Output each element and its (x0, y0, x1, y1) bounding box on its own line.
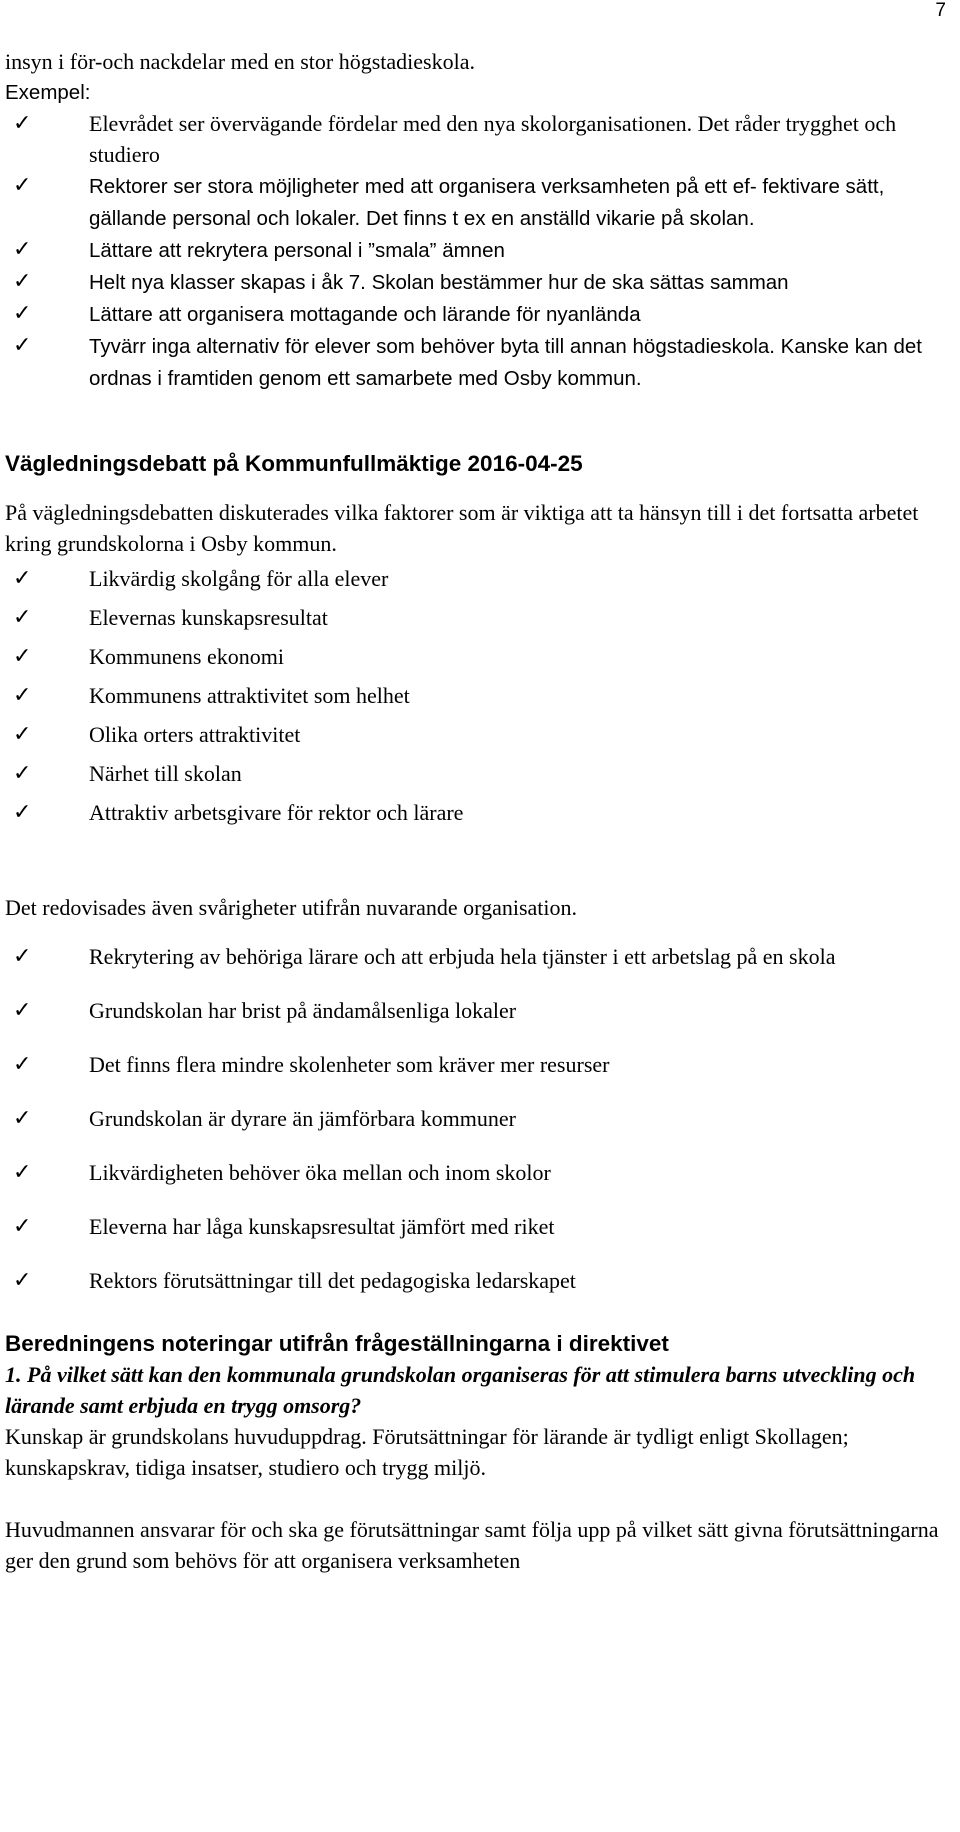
checkmark-icon: ✓ (13, 1106, 32, 1131)
factor-text: Elevernas kunskapsresultat (89, 605, 328, 630)
list-item (5, 1265, 950, 1296)
checkmark-icon: ✓ (13, 566, 32, 591)
list-item (5, 715, 950, 754)
checkmark-icon: ✓ (13, 605, 32, 630)
checkmark-icon: ✓ (13, 333, 32, 358)
intro-line: insyn i för-och nackdelar med en stor högstadieskola. (5, 49, 475, 74)
factor-list (5, 559, 950, 832)
factor-text: Närhet till skolan (89, 761, 242, 786)
difficulty-text: Rekrytering av behöriga lärare och att erbjuda hela tjänster i ett arbetslag på en skola (89, 944, 836, 969)
example-label: Exempel: (5, 81, 91, 104)
difficulty-text: Grundskolan är dyrare än jämförbara kommuner (89, 1106, 517, 1131)
checkmark-icon: ✓ (13, 1160, 32, 1185)
page-content (5, 46, 950, 1576)
checkmark-icon: ✓ (13, 998, 32, 1023)
list-item (5, 598, 950, 637)
list-item (5, 108, 950, 170)
list-item (5, 1211, 950, 1242)
difficulty-text: Likvärdigheten behöver öka mellan och inom skolor (89, 1160, 551, 1185)
difficulty-list (5, 941, 950, 1296)
directive-question: 1. På vilket sätt kan den kommunala grundskolan organiseras för att stimulera barns utveckling och lärande samt erbjuda en trygg omsorg? (5, 1362, 916, 1418)
list-item (5, 1103, 950, 1134)
list-item (5, 170, 950, 234)
checkmark-icon: ✓ (13, 683, 32, 708)
checkmark-icon: ✓ (13, 173, 32, 198)
list-item (5, 995, 950, 1026)
factor-text: Kommunens ekonomi (89, 644, 284, 669)
list-item (5, 266, 950, 298)
list-item (5, 234, 950, 266)
list-item (5, 637, 950, 676)
checkmark-icon: ✓ (13, 722, 32, 747)
checkmark-icon: ✓ (13, 761, 32, 786)
checkmark-icon: ✓ (13, 237, 32, 262)
difficulty-text: Rektors förutsättningar till det pedagogiska ledarskapet (89, 1268, 576, 1293)
example-list (5, 108, 950, 394)
answer-paragraph: Huvudmannen ansvarar för och ska ge förutsättningar samt följa upp på vilket sätt givna förutsättningarna ger den grund som behövs för att organisera verksamheten (5, 1517, 939, 1573)
list-item (5, 941, 950, 972)
section-heading: Beredningens noteringar utifrån frågeställningarna i direktivet (5, 1331, 669, 1356)
list-item (5, 330, 950, 394)
example-text: Elevrådet ser övervägande fördelar med den nya skolorganisationen. Det råder trygghet och studiero (89, 111, 897, 167)
example-text: Rektorer ser stora möjligheter med att organisera verksamheten på ett ef- fektivare sätt, gällande personal och lokaler. Det finns t ex en anställd vikarie på skolan. (89, 175, 885, 230)
checkmark-icon: ✓ (13, 1268, 32, 1293)
difficulty-text: Det finns flera mindre skolenheter som kräver mer resurser (89, 1052, 610, 1077)
factor-text: Olika orters attraktivitet (89, 722, 301, 747)
page-number: 7 (935, 0, 946, 21)
checkmark-icon: ✓ (13, 269, 32, 294)
difficulty-text: Eleverna har låga kunskapsresultat jämfört med riket (89, 1214, 555, 1239)
list-item (5, 298, 950, 330)
checkmark-icon: ✓ (13, 111, 32, 136)
list-item (5, 1049, 950, 1080)
answer-paragraph: Kunskap är grundskolans huvuduppdrag. Förutsättningar för lärande är tydligt enligt Skollagen; kunskapskrav, tidiga insatser, studiero och trygg miljö. (5, 1424, 849, 1480)
list-item (5, 754, 950, 793)
checkmark-icon: ✓ (13, 800, 32, 825)
checkmark-icon: ✓ (13, 301, 32, 326)
section-heading: Vägledningsdebatt på Kommunfullmäktige 2016-04-25 (5, 451, 583, 476)
checkmark-icon: ✓ (13, 944, 32, 969)
factor-text: Attraktiv arbetsgivare för rektor och lärare (89, 800, 464, 825)
factor-text: Likvärdig skolgång för alla elever (89, 566, 389, 591)
section-intro: På vägledningsdebatten diskuterades vilka faktorer som är viktiga att ta hänsyn till i det fortsatta arbetet kring grundskolorna i Osby kommun. (5, 500, 919, 556)
list-item (5, 793, 950, 832)
checkmark-icon: ✓ (13, 1214, 32, 1239)
checkmark-icon: ✓ (13, 644, 32, 669)
list-item (5, 1157, 950, 1188)
example-text: Lättare att organisera mottagande och lärande för nyanlända (89, 303, 641, 326)
example-text: Lättare att rekrytera personal i ”smala” ämnen (89, 239, 505, 262)
list-item (5, 559, 950, 598)
example-text: Helt nya klasser skapas i åk 7. Skolan bestämmer hur de ska sättas samman (89, 271, 789, 294)
factor-text: Kommunens attraktivitet som helhet (89, 683, 410, 708)
difficulty-text: Grundskolan har brist på ändamålsenliga lokaler (89, 998, 517, 1023)
difficulties-intro: Det redovisades även svårigheter utifrån nuvarande organisation. (5, 895, 577, 920)
list-item (5, 676, 950, 715)
checkmark-icon: ✓ (13, 1052, 32, 1077)
example-text: Tyvärr inga alternativ för elever som behöver byta till annan högstadieskola. Kanske kan det ordnas i framtiden genom ett samarbete med Osby kommun. (89, 335, 922, 390)
